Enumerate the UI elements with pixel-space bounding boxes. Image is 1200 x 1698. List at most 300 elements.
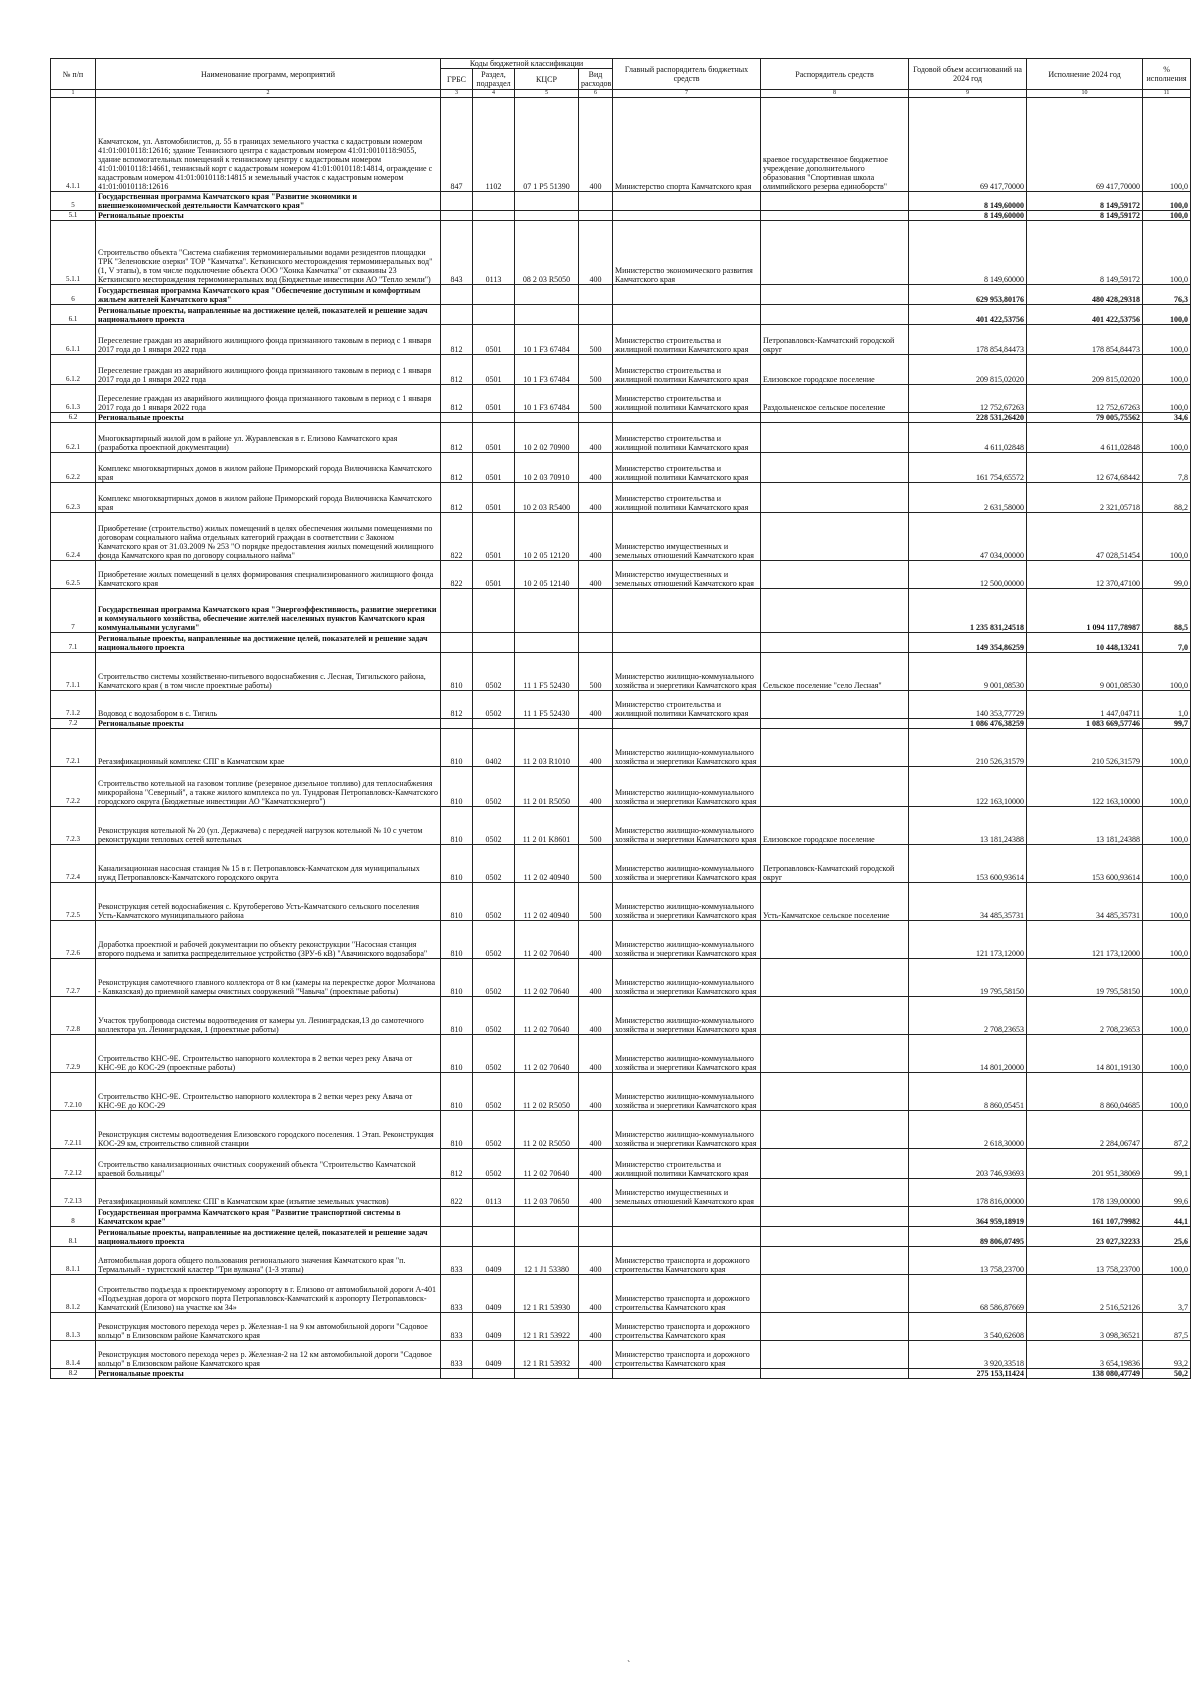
expense-type: 500	[579, 385, 613, 413]
exec-amount: 14 801,19130	[1027, 1035, 1143, 1073]
grbs-code: 833	[441, 1275, 473, 1313]
expense-type: 400	[579, 729, 613, 767]
main-manager: Министерство спорта Камчатского края	[613, 98, 761, 192]
exec-percent: 93,2	[1143, 1341, 1191, 1369]
main-manager	[613, 285, 761, 305]
grbs-code: 812	[441, 483, 473, 513]
activity-name: Приобретение жилых помещений в целях формирования специализированного жилищного фонда Камчатского края	[96, 561, 441, 589]
exec-percent: 100,0	[1143, 98, 1191, 192]
section-code: 0502	[473, 845, 515, 883]
exec-percent: 100,0	[1143, 1073, 1191, 1111]
manager	[761, 1313, 909, 1341]
column-index-cell: 7	[613, 90, 761, 98]
expense-type: 400	[579, 921, 613, 959]
main-manager: Министерство жилищно-коммунального хозяйства и энергетики Камчатского края	[613, 807, 761, 845]
manager	[761, 729, 909, 767]
kcsr-code: 11 2 01 R5050	[515, 767, 579, 807]
plan-amount: 161 754,65572	[909, 453, 1027, 483]
table-row	[51, 719, 1191, 729]
column-index-cell: 1	[51, 90, 96, 98]
kcsr-code	[515, 305, 579, 325]
activity-name: Многоквартирный жилой дом в районе ул. Журавлевская в г. Елизово Камчатского края (разработка проектной документации)	[96, 423, 441, 453]
plan-amount: 13 181,24388	[909, 807, 1027, 845]
plan-amount: 629 953,80176	[909, 285, 1027, 305]
exec-percent: 100,0	[1143, 807, 1191, 845]
plan-amount: 8 860,05451	[909, 1073, 1027, 1111]
activity-name: Государственная программа Камчатского края "Энергоэффективность, развитие энергетики и коммунального хозяйства, обеспечение жителей населенных пунктов Камчатского края коммунальными услугами"	[96, 589, 441, 633]
exec-percent: 99,7	[1143, 719, 1191, 729]
kcsr-code: 10 2 03 R5400	[515, 483, 579, 513]
grbs-code: 812	[441, 1149, 473, 1179]
expense-type: 400	[579, 423, 613, 453]
exec-amount: 122 163,10000	[1027, 767, 1143, 807]
grbs-code: 810	[441, 729, 473, 767]
main-manager	[613, 192, 761, 211]
manager	[761, 1207, 909, 1227]
expense-type: 400	[579, 513, 613, 561]
exec-amount: 161 107,79982	[1027, 1207, 1143, 1227]
manager	[761, 413, 909, 423]
main-manager: Министерство строительства и жилищной политики Камчатского края	[613, 325, 761, 355]
exec-percent: 100,0	[1143, 423, 1191, 453]
plan-amount: 12 500,00000	[909, 561, 1027, 589]
section-code: 0501	[473, 561, 515, 589]
page-footer-mark: `	[627, 1660, 631, 1671]
main-manager: Министерство жилищно-коммунального хозяйства и энергетики Камчатского края	[613, 767, 761, 807]
exec-amount: 401 422,53756	[1027, 305, 1143, 325]
section-code	[473, 633, 515, 653]
table-row	[51, 483, 1191, 513]
kcsr-code	[515, 1369, 579, 1379]
activity-name: Региональные проекты, направленные на достижение целей, показателей и решение задач национального проекта	[96, 633, 441, 653]
row-number: 8.1.2	[51, 1275, 96, 1313]
activity-name: Комплекс многоквартирных домов в жилом районе Приморский города Вилючинска Камчатского края	[96, 453, 441, 483]
kcsr-code: 10 1 F3 67484	[515, 355, 579, 385]
exec-amount: 79 005,75562	[1027, 413, 1143, 423]
kcsr-code: 10 1 F3 67484	[515, 325, 579, 355]
manager	[761, 767, 909, 807]
plan-amount: 1 086 476,38259	[909, 719, 1027, 729]
section-code: 0502	[473, 767, 515, 807]
grbs-code: 810	[441, 997, 473, 1035]
row-number: 7	[51, 589, 96, 633]
activity-name: Доработка проектной и рабочей документации по объекту реконструкции "Насосная станция второго подъема и запитка распределительное устройство (ЗРУ-6 кВ) "Авачинского водозабора"	[96, 921, 441, 959]
activity-name: Переселение граждан из аварийного жилищного фонда признанного таковым в период с 1 января 2017 года до 1 января 2022 года	[96, 325, 441, 355]
header-section: Раздел, подраздел	[473, 69, 515, 90]
exec-amount: 1 094 117,78987	[1027, 589, 1143, 633]
expense-type: 400	[579, 1247, 613, 1275]
expense-type	[579, 192, 613, 211]
exec-percent: 100,0	[1143, 767, 1191, 807]
activity-name: Приобретение (строительство) жилых помещений в целях обеспечения жилыми помещениями по договорам социального найма отдельных категорий граждан в соответствии с Законом Камчатского края от 31.03.2009 № 253 "О порядке предоставления жилых помещений жилищного фонда Камчатского края по договору социального найма"	[96, 513, 441, 561]
manager	[761, 921, 909, 959]
exec-amount: 23 027,32233	[1027, 1227, 1143, 1247]
section-code	[473, 1207, 515, 1227]
row-number: 7.2.6	[51, 921, 96, 959]
section-code: 0502	[473, 921, 515, 959]
activity-name: Водовод с водозабором в с. Тигиль	[96, 691, 441, 719]
exec-amount: 480 428,29318	[1027, 285, 1143, 305]
table-row	[51, 1275, 1191, 1313]
row-number: 8.1	[51, 1227, 96, 1247]
plan-amount: 9 001,08530	[909, 653, 1027, 691]
header-vr: Вид расходов	[579, 69, 613, 90]
main-manager: Министерство жилищно-коммунального хозяйства и энергетики Камчатского края	[613, 729, 761, 767]
grbs-code	[441, 305, 473, 325]
expense-type	[579, 719, 613, 729]
expense-type: 500	[579, 845, 613, 883]
exec-percent: 100,0	[1143, 355, 1191, 385]
table-row	[51, 959, 1191, 997]
kcsr-code: 10 1 F3 67484	[515, 385, 579, 413]
kcsr-code: 11 2 02 40940	[515, 845, 579, 883]
activity-name: Региональные проекты	[96, 719, 441, 729]
section-code: 0502	[473, 653, 515, 691]
plan-amount: 8 149,60000	[909, 211, 1027, 221]
plan-amount: 364 959,18919	[909, 1207, 1027, 1227]
plan-amount: 89 806,07495	[909, 1227, 1027, 1247]
table-row	[51, 1341, 1191, 1369]
grbs-code: 812	[441, 423, 473, 453]
plan-amount: 210 526,31579	[909, 729, 1027, 767]
plan-amount: 140 353,77729	[909, 691, 1027, 719]
manager	[761, 483, 909, 513]
main-manager: Министерство транспорта и дорожного строительства Камчатского края	[613, 1247, 761, 1275]
activity-name: Региональные проекты	[96, 211, 441, 221]
row-number: 6.2.3	[51, 483, 96, 513]
table-row	[51, 921, 1191, 959]
expense-type	[579, 1227, 613, 1247]
main-manager: Министерство жилищно-коммунального хозяйства и энергетики Камчатского края	[613, 653, 761, 691]
column-index-cell: 2	[96, 90, 441, 98]
grbs-code: 847	[441, 98, 473, 192]
plan-amount: 34 485,35731	[909, 883, 1027, 921]
section-code	[473, 192, 515, 211]
grbs-code	[441, 633, 473, 653]
main-manager: Министерство жилищно-коммунального хозяйства и энергетики Камчатского края	[613, 1073, 761, 1111]
expense-type: 400	[579, 1035, 613, 1073]
plan-amount: 4 611,02848	[909, 423, 1027, 453]
row-number: 7.2.4	[51, 845, 96, 883]
plan-amount: 275 153,11424	[909, 1369, 1027, 1379]
header-plan: Годовой объем ассигнований на 2024 год	[909, 59, 1027, 90]
table-row	[51, 325, 1191, 355]
exec-percent: 100,0	[1143, 192, 1191, 211]
table-row	[51, 1111, 1191, 1149]
exec-percent: 99,6	[1143, 1179, 1191, 1207]
manager	[761, 1247, 909, 1275]
plan-amount: 19 795,58150	[909, 959, 1027, 997]
main-manager	[613, 305, 761, 325]
row-number: 8.1.4	[51, 1341, 96, 1369]
expense-type: 400	[579, 767, 613, 807]
exec-percent: 87,2	[1143, 1111, 1191, 1149]
row-number: 7.2.5	[51, 883, 96, 921]
exec-percent: 76,3	[1143, 285, 1191, 305]
grbs-code	[441, 1369, 473, 1379]
section-code: 1102	[473, 98, 515, 192]
manager	[761, 1341, 909, 1369]
row-number: 7.1	[51, 633, 96, 653]
kcsr-code: 11 2 02 70640	[515, 921, 579, 959]
exec-amount: 8 860,04685	[1027, 1073, 1143, 1111]
main-manager: Министерство транспорта и дорожного строительства Камчатского края	[613, 1275, 761, 1313]
manager	[761, 221, 909, 285]
header-pct: % исполнения	[1143, 59, 1191, 90]
main-manager	[613, 1227, 761, 1247]
manager: Петропавловск-Камчатский городской округ	[761, 325, 909, 355]
kcsr-code: 11 2 02 70640	[515, 1035, 579, 1073]
manager: Раздольненское сельское поселение	[761, 385, 909, 413]
row-number: 6.1	[51, 305, 96, 325]
plan-amount: 12 752,67263	[909, 385, 1027, 413]
row-number: 6.2.5	[51, 561, 96, 589]
section-code: 0502	[473, 691, 515, 719]
activity-name: Реконструкция самотечного главного коллектора от 8 км (камеры на перекрестке дорог Молчанова - Кавказская) до приемной камеры очистных сооружений "Чавыча" (проектные работы)	[96, 959, 441, 997]
table-row	[51, 767, 1191, 807]
plan-amount: 3 540,62608	[909, 1313, 1027, 1341]
kcsr-code	[515, 633, 579, 653]
exec-percent: 100,0	[1143, 845, 1191, 883]
section-code: 0409	[473, 1247, 515, 1275]
table-row	[51, 192, 1191, 211]
manager: Петропавловск-Камчатский городской округ	[761, 845, 909, 883]
plan-amount: 178 816,00000	[909, 1179, 1027, 1207]
section-code	[473, 1369, 515, 1379]
activity-name: Строительство КНС-9Е. Строительство напорного коллектора в 2 ветки через реку Авача от КНС-9Е до КОС-29 (проектные работы)	[96, 1035, 441, 1073]
activity-name: Реконструкция котельной № 20 (ул. Держачева) с передачей нагрузок котельной № 10 с учетом реконструкции тепловых сетей котельных	[96, 807, 441, 845]
exec-amount: 210 526,31579	[1027, 729, 1143, 767]
exec-percent: 7,0	[1143, 633, 1191, 653]
activity-name: Строительство объекта "Система снабжения термоминеральными водами резидентов площадки ТРК "Зеленовские озерки" ТОР "Камчатка". Кеткинского месторождения термоминеральных вод" (1, V этапы), в том числе подключение объекта ООО "Хонка Камчатка" от скважины 23 Кеткинского месторождения термоминеральных вод (Бюджетные инвестиции АО "Тепло земли")	[96, 221, 441, 285]
expense-type: 400	[579, 997, 613, 1035]
exec-amount: 1 083 669,57746	[1027, 719, 1143, 729]
grbs-code: 810	[441, 883, 473, 921]
main-manager: Министерство имущественных и земельных отношений Камчатского края	[613, 561, 761, 589]
main-manager: Министерство строительства и жилищной политики Камчатского края	[613, 385, 761, 413]
budget-execution-sheet	[50, 58, 1190, 1379]
exec-amount: 69 417,70000	[1027, 98, 1143, 192]
expense-type: 400	[579, 1073, 613, 1111]
manager	[761, 1149, 909, 1179]
plan-amount: 401 422,53756	[909, 305, 1027, 325]
row-number: 7.2.3	[51, 807, 96, 845]
kcsr-code: 10 2 03 70910	[515, 453, 579, 483]
row-number: 6.2.1	[51, 423, 96, 453]
expense-type	[579, 305, 613, 325]
activity-name: Камчатском, ул. Автомобилистов, д. 55 в границах земельного участка с кадастровым номером 41:01:0010118:12616; здание Теннисного центра с кадастровым номером 41:01:0010118:9055, здание вспомогательных помещений к теннисному центру с кадастровым номером 41:01:0010118:14661, теннисный корт с кадастровым номером 41:01:0010118:14814, ограждение с кадастровым номером 41:01:0010118:14815 и земельный участок с кадастровым номером 41:01:0010118:12616	[96, 98, 441, 192]
grbs-code: 810	[441, 653, 473, 691]
main-manager: Министерство экономического развития Камчатского края	[613, 221, 761, 285]
section-code: 0501	[473, 325, 515, 355]
table-row	[51, 1035, 1191, 1073]
activity-name: Реконструкция мостового перехода через р. Железная-1 на 9 км автомобильной дороги "Садовое кольцо" в Елизовском районе Камчатского края	[96, 1313, 441, 1341]
expense-type	[579, 1369, 613, 1379]
activity-name: Регазификационный комплекс СПГ в Камчатском крае	[96, 729, 441, 767]
activity-name: Строительство подъезда к проектируемому аэропорту в г. Елизово от автомобильной дороги А-401 «Подъездная дорога от морского порта Петропавловск-Камчатский к аэропорту Петропавловск-Камчатский (Елизово) на участке км 34»	[96, 1275, 441, 1313]
activity-name: Региональные проекты, направленные на достижение целей, показателей и решение задач национального проекта	[96, 1227, 441, 1247]
expense-type: 500	[579, 355, 613, 385]
manager	[761, 633, 909, 653]
plan-amount: 203 746,93693	[909, 1149, 1027, 1179]
activity-name: Региональные проекты, направленные на достижение целей, показателей и решение задач национального проекта	[96, 305, 441, 325]
plan-amount: 228 531,26420	[909, 413, 1027, 423]
exec-percent: 100,0	[1143, 211, 1191, 221]
section-code	[473, 305, 515, 325]
section-code	[473, 719, 515, 729]
row-number: 7.1.1	[51, 653, 96, 691]
section-code: 0501	[473, 385, 515, 413]
expense-type: 400	[579, 98, 613, 192]
main-manager: Министерство имущественных и земельных отношений Камчатского края	[613, 513, 761, 561]
kcsr-code: 11 2 02 40940	[515, 883, 579, 921]
main-manager	[613, 1207, 761, 1227]
row-number: 7.2.11	[51, 1111, 96, 1149]
column-index-cell: 4	[473, 90, 515, 98]
main-manager: Министерство строительства и жилищной политики Камчатского края	[613, 423, 761, 453]
manager	[761, 1179, 909, 1207]
manager	[761, 561, 909, 589]
exec-amount: 153 600,93614	[1027, 845, 1143, 883]
table-row	[51, 589, 1191, 633]
table-row	[51, 355, 1191, 385]
exec-percent: 100,0	[1143, 1247, 1191, 1275]
exec-amount: 12 370,47100	[1027, 561, 1143, 589]
plan-amount: 178 854,84473	[909, 325, 1027, 355]
row-number: 7.1.2	[51, 691, 96, 719]
grbs-code	[441, 589, 473, 633]
header-num: № п/п	[51, 59, 96, 90]
plan-amount: 3 920,33518	[909, 1341, 1027, 1369]
activity-name: Строительство системы хозяйственно-питьевого водоснабжения с. Лесная, Тигильского района, Камчатского края ( в том числе проектные работы)	[96, 653, 441, 691]
grbs-code: 810	[441, 959, 473, 997]
kcsr-code: 11 1 F5 52430	[515, 653, 579, 691]
exec-percent: 50,2	[1143, 1369, 1191, 1379]
activity-name: Реконструкция системы водоотведения Елизовского городского поселения. 1 Этап. Реконструкция КОС-29 км, строительство сливной станции	[96, 1111, 441, 1149]
manager	[761, 305, 909, 325]
manager	[761, 1111, 909, 1149]
grbs-code: 810	[441, 1035, 473, 1073]
exec-amount: 209 815,02020	[1027, 355, 1143, 385]
table-row	[51, 729, 1191, 767]
exec-percent: 99,0	[1143, 561, 1191, 589]
kcsr-code: 11 2 02 R5050	[515, 1073, 579, 1111]
exec-amount: 10 448,13241	[1027, 633, 1143, 653]
section-code: 0502	[473, 1035, 515, 1073]
kcsr-code: 10 2 05 12120	[515, 513, 579, 561]
plan-amount: 2 631,58000	[909, 483, 1027, 513]
expense-type	[579, 1207, 613, 1227]
grbs-code: 810	[441, 1111, 473, 1149]
expense-type	[579, 633, 613, 653]
manager	[761, 1369, 909, 1379]
exec-percent: 88,2	[1143, 483, 1191, 513]
activity-name: Строительство КНС-9Е. Строительство напорного коллектора в 2 ветки через реку Авача от КНС-9Е до КОС-29	[96, 1073, 441, 1111]
row-number: 6.2.4	[51, 513, 96, 561]
manager	[761, 513, 909, 561]
manager	[761, 589, 909, 633]
budget-table	[50, 58, 1191, 1379]
row-number: 7.2.8	[51, 997, 96, 1035]
grbs-code: 812	[441, 355, 473, 385]
activity-name: Государственная программа Камчатского края "Развитие транспортной системы в Камчатском крае"	[96, 1207, 441, 1227]
kcsr-code: 10 2 02 70900	[515, 423, 579, 453]
exec-amount: 12 674,68442	[1027, 453, 1143, 483]
row-number: 6	[51, 285, 96, 305]
section-code	[473, 211, 515, 221]
main-manager	[613, 719, 761, 729]
exec-percent: 99,1	[1143, 1149, 1191, 1179]
row-number: 6.2.2	[51, 453, 96, 483]
row-number: 7.2.9	[51, 1035, 96, 1073]
exec-amount: 8 149,59172	[1027, 192, 1143, 211]
main-manager: Министерство строительства и жилищной политики Камчатского края	[613, 691, 761, 719]
kcsr-code: 11 2 01 K8601	[515, 807, 579, 845]
grbs-code	[441, 211, 473, 221]
exec-amount: 1 447,04711	[1027, 691, 1143, 719]
expense-type: 400	[579, 1179, 613, 1207]
table-row	[51, 883, 1191, 921]
main-manager: Министерство имущественных и земельных отношений Камчатского края	[613, 1179, 761, 1207]
row-number: 7.2.13	[51, 1179, 96, 1207]
exec-percent: 87,5	[1143, 1313, 1191, 1341]
plan-amount: 1 235 831,24518	[909, 589, 1027, 633]
table-body	[51, 98, 1191, 1379]
manager	[761, 1073, 909, 1111]
kcsr-code	[515, 719, 579, 729]
row-number: 8	[51, 1207, 96, 1227]
main-manager	[613, 211, 761, 221]
kcsr-code: 10 2 05 12140	[515, 561, 579, 589]
kcsr-code: 11 2 02 R5050	[515, 1111, 579, 1149]
column-index-row	[51, 90, 1191, 98]
section-code: 0113	[473, 1179, 515, 1207]
row-number: 7.2.10	[51, 1073, 96, 1111]
manager	[761, 691, 909, 719]
main-manager: Министерство жилищно-коммунального хозяйства и энергетики Камчатского края	[613, 959, 761, 997]
kcsr-code: 11 2 03 70650	[515, 1179, 579, 1207]
expense-type: 400	[579, 561, 613, 589]
manager: Елизовское городское поселение	[761, 355, 909, 385]
kcsr-code	[515, 285, 579, 305]
exec-amount: 2 708,23653	[1027, 997, 1143, 1035]
plan-amount: 8 149,60000	[909, 192, 1027, 211]
main-manager	[613, 633, 761, 653]
row-number: 6.2	[51, 413, 96, 423]
activity-name: Строительство канализационных очистных сооружений объекта "Строительство Камчатской краевой больницы"	[96, 1149, 441, 1179]
exec-amount: 2 516,52126	[1027, 1275, 1143, 1313]
expense-type: 400	[579, 453, 613, 483]
grbs-code: 812	[441, 453, 473, 483]
kcsr-code	[515, 211, 579, 221]
main-manager: Министерство строительства и жилищной политики Камчатского края	[613, 453, 761, 483]
expense-type: 400	[579, 221, 613, 285]
main-manager	[613, 589, 761, 633]
section-code: 0501	[473, 483, 515, 513]
exec-amount: 8 149,59172	[1027, 221, 1143, 285]
plan-amount: 149 354,86259	[909, 633, 1027, 653]
activity-name: Региональные проекты	[96, 413, 441, 423]
header-main-manager: Главный распорядитель бюджетных средств	[613, 59, 761, 90]
exec-percent: 100,0	[1143, 883, 1191, 921]
exec-amount: 3 098,36521	[1027, 1313, 1143, 1341]
section-code: 0409	[473, 1275, 515, 1313]
activity-name: Переселение граждан из аварийного жилищного фонда признанного таковым в период с 1 января 2017 года до 1 января 2022 года	[96, 385, 441, 413]
section-code	[473, 1227, 515, 1247]
section-code	[473, 285, 515, 305]
activity-name: Переселение граждан из аварийного жилищного фонда признанного таковым в период с 1 января 2017 года до 1 января 2022 года	[96, 355, 441, 385]
main-manager: Министерство жилищно-коммунального хозяйства и энергетики Камчатского края	[613, 1035, 761, 1073]
